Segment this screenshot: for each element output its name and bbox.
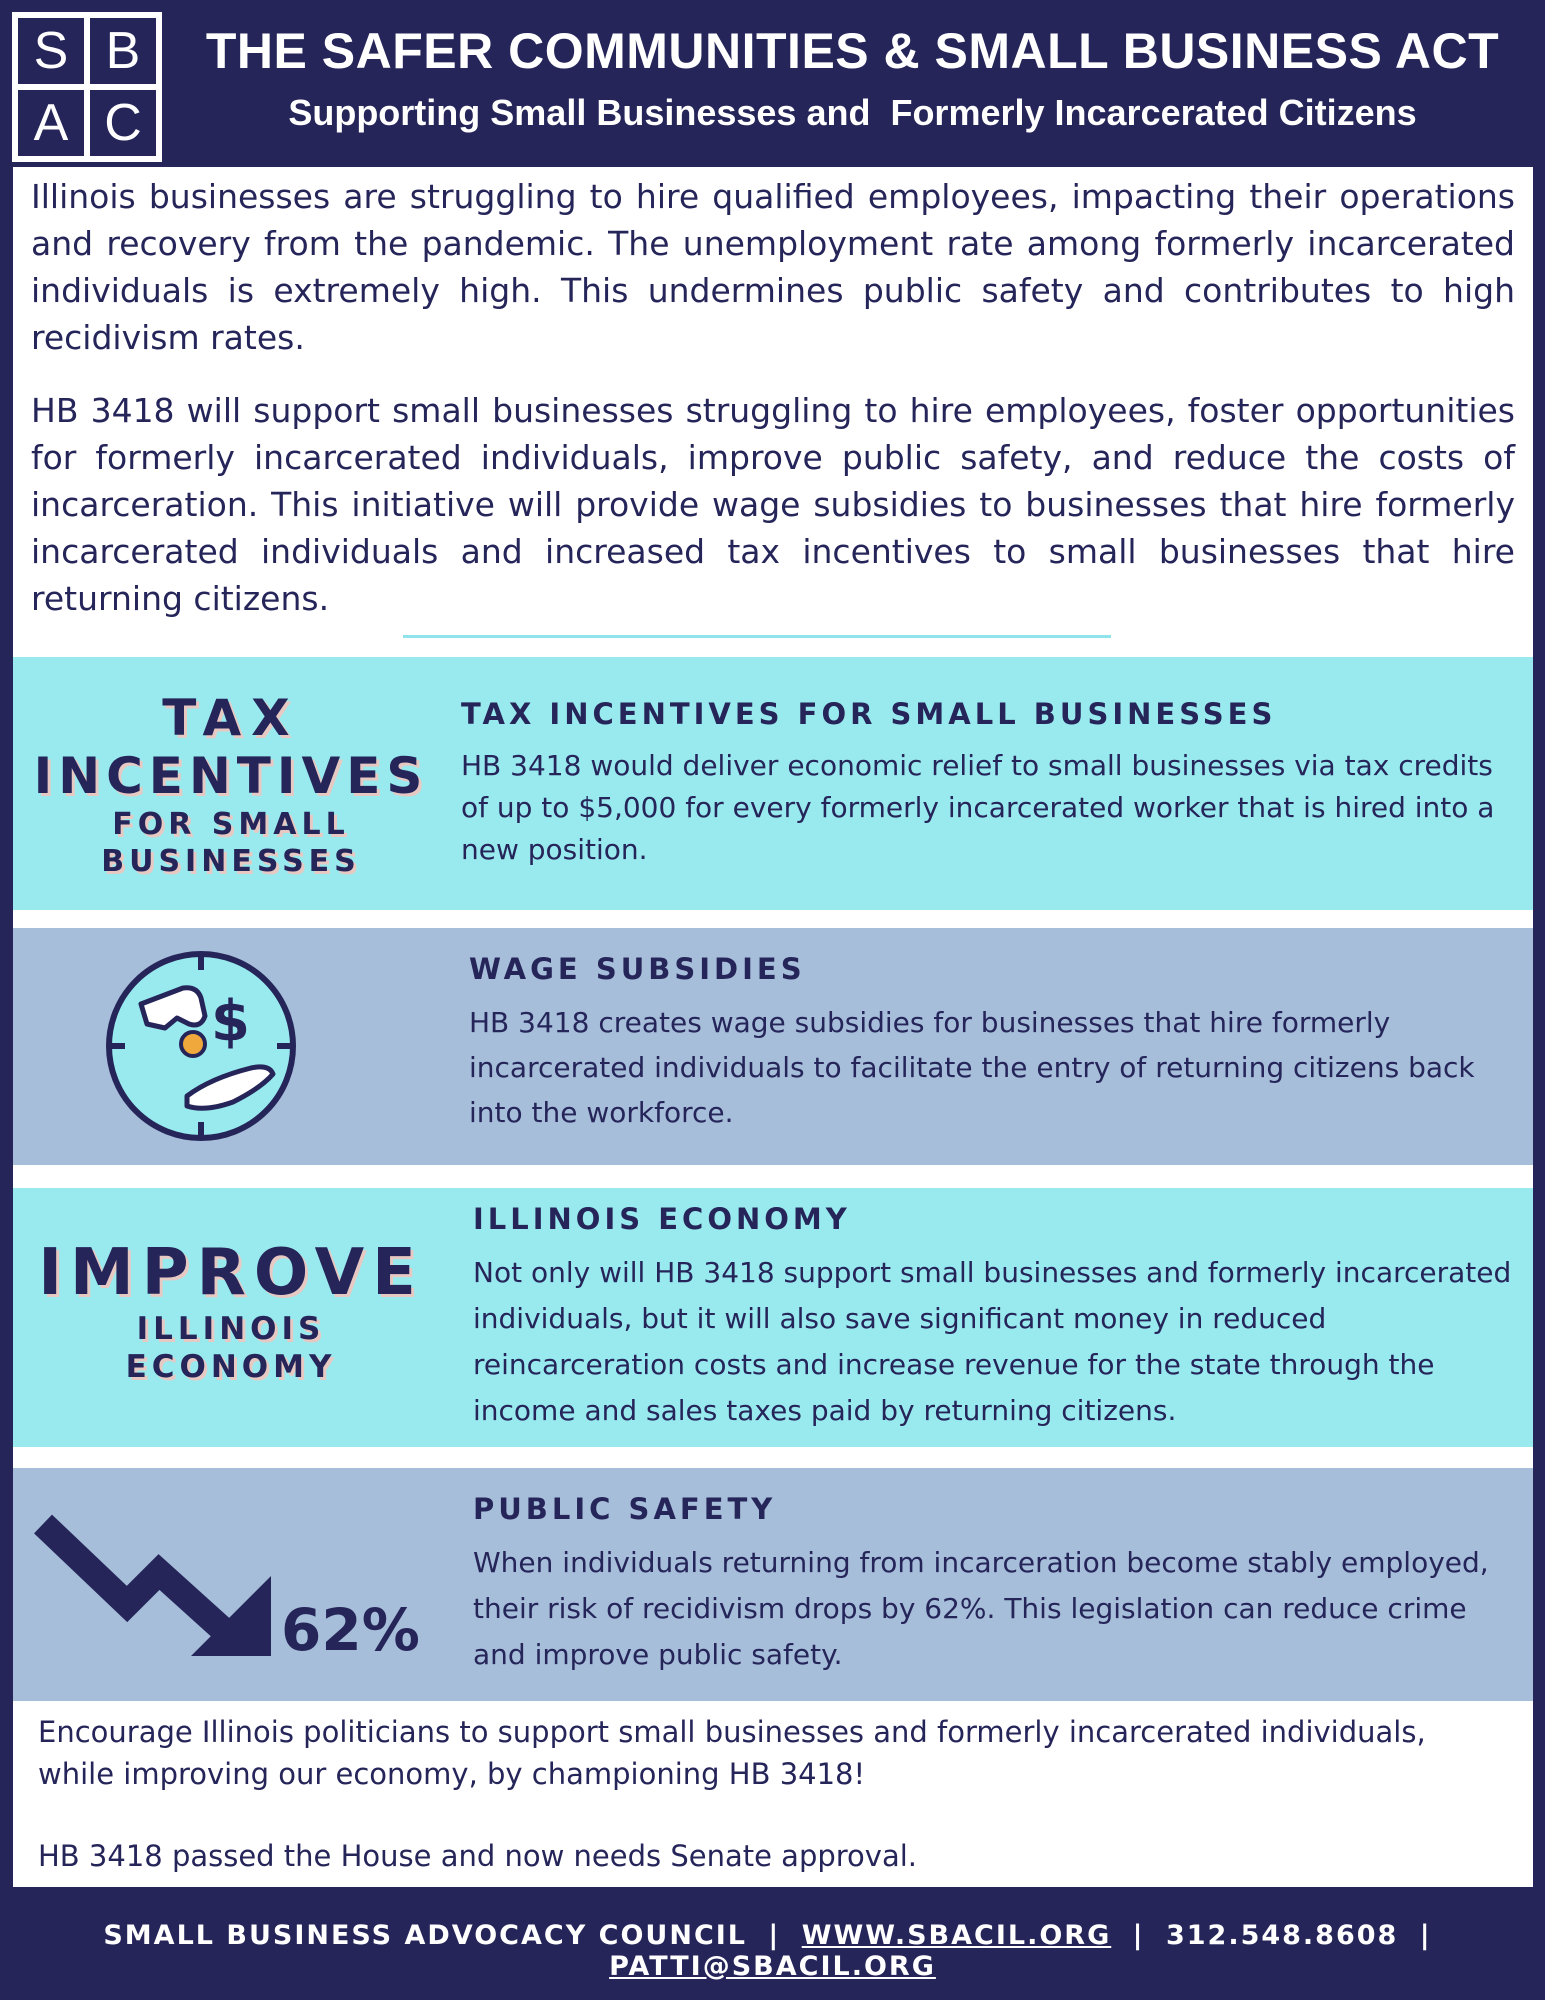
section-body-wage: HB 3418 creates wage subsidies for businesses that hire formerly incarcerated individuals to facilitate the entry of returning citizens back into the workforce.	[469, 1006, 1475, 1129]
graphic-word-tax: TAX	[162, 689, 300, 747]
section-tax-incentives	[13, 657, 1533, 910]
graphic-word-incentives: INCENTIVES	[33, 747, 429, 805]
divider	[403, 635, 1111, 638]
hand-coin-dollar-icon	[101, 946, 301, 1146]
graphic-word-illinois: ILLINOIS	[136, 1311, 326, 1347]
content-panel	[13, 167, 1533, 1887]
section-public-safety	[13, 1468, 1533, 1701]
page-title: THE SAFER COMMUNITIES & SMALL BUSINESS ACT	[205, 23, 1500, 79]
stat-62-percent: 62%	[281, 1596, 420, 1664]
graphic-word-for-small: FOR SMALL	[112, 807, 350, 842]
intro-paragraph-1: Illinois businesses are struggling to hire qualified employees, impacting their operations and recovery from the pandemic. The unemployment rate among formerly incarcerated individuals is extremely high. This undermines public safety and contributes to high recidivism rates.	[31, 177, 1515, 357]
page-subtitle: Supporting Small Businesses and Formerly Incarcerated Citizens	[288, 92, 1417, 133]
logo-letter-s: S	[18, 18, 84, 84]
logo-letter-b: B	[90, 18, 156, 84]
footer-email-link[interactable]: PATTI@SBACIL.ORG	[609, 1951, 936, 1982]
section-heading-economy: ILLINOIS ECONOMY	[473, 1202, 851, 1236]
graphic-word-economy: ECONOMY	[125, 1349, 337, 1385]
graphic-word-businesses: BUSINESSES	[101, 844, 361, 879]
bill-status: HB 3418 passed the House and now needs Senate approval.	[38, 1839, 918, 1873]
section-wage-subsidies	[13, 928, 1533, 1165]
intro-paragraph-2: HB 3418 will support small businesses struggling to hire employees, foster opportunities for formerly incarcerated individuals, improve public safety, and reduce the costs of incarceration. This initiative will provide wage subsidies to businesses that hire formerly incarcerated individuals and increased tax incentives to small businesses that hire returning citizens.	[31, 391, 1515, 618]
footer-separator: |	[768, 1920, 781, 1951]
call-to-action: Encourage Illinois politicians to support small businesses and formerly incarcerated individuals, while improving our economy, by championing HB 3418!	[38, 1715, 1426, 1791]
section-illinois-economy	[13, 1188, 1533, 1447]
footer-org-name: SMALL BUSINESS ADVOCACY COUNCIL	[103, 1920, 748, 1951]
logo-letter-c: C	[90, 90, 156, 156]
logo-letter-a: A	[18, 90, 84, 156]
footer-contact	[0, 1920, 1545, 1982]
section-heading-tax: TAX INCENTIVES FOR SMALL BUSINESSES	[461, 697, 1277, 731]
section-body-safety: When individuals returning from incarceration become stably employed, their risk of recidivism drops by 62%. This legislation can reduce crime and improve public safety.	[473, 1546, 1489, 1671]
footer-website-link[interactable]: WWW.SBACIL.ORG	[801, 1920, 1112, 1951]
section-heading-wage: WAGE SUBSIDIES	[469, 952, 806, 986]
downtrend-arrow-icon	[31, 1506, 291, 1666]
footer-separator: |	[1419, 1920, 1432, 1951]
section-body-economy: Not only will HB 3418 support small businesses and formerly incarcerated individuals, but it will also save significant money in reduced reincarceration costs and increase revenue for the state through the income and sales taxes paid by returning citizens.	[473, 1256, 1512, 1427]
section-heading-safety: PUBLIC SAFETY	[473, 1492, 777, 1526]
footer-phone: 312.548.8608	[1165, 1920, 1399, 1951]
footer-separator: |	[1132, 1920, 1145, 1951]
svg-text:$: $	[211, 989, 250, 1054]
graphic-word-improve: IMPROVE	[38, 1236, 424, 1310]
sbac-logo	[12, 12, 162, 162]
section-body-tax: HB 3418 would deliver economic relief to small businesses via tax credits of up to $5,000 for every formerly incarcerated worker that is hired into a new position.	[461, 749, 1495, 866]
